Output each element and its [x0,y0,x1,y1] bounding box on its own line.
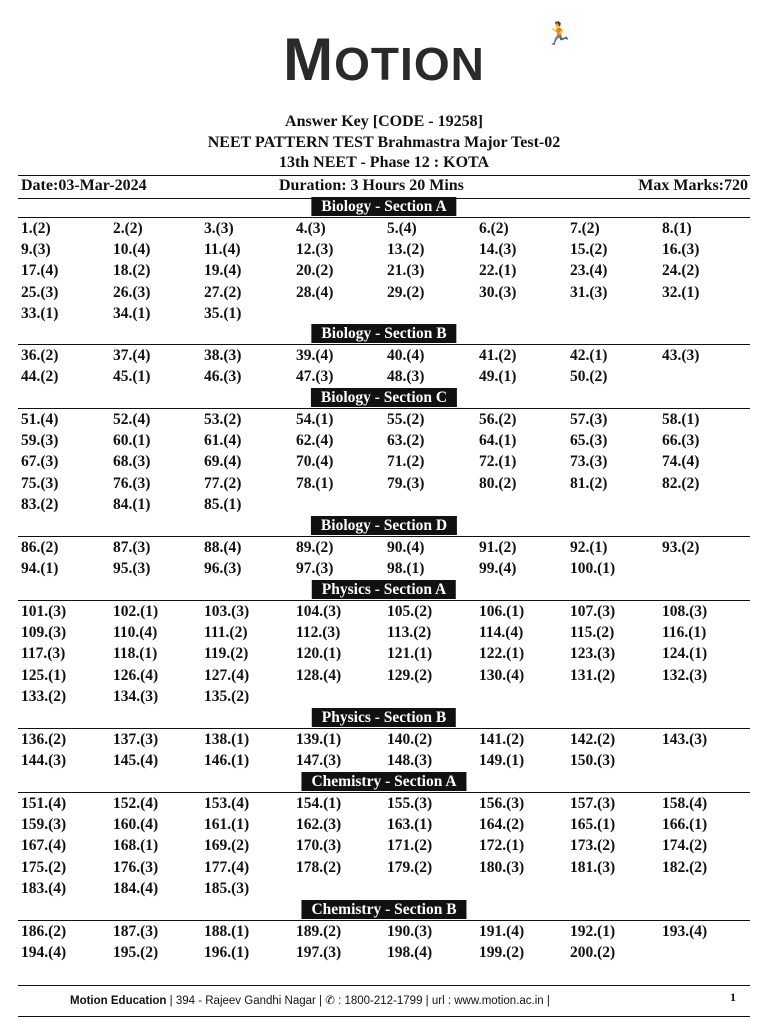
answer-item: 93.(2) [662,539,700,556]
answer-item: 143.(3) [662,731,708,748]
answer-item: 66.(3) [662,432,700,450]
footer-address: | 394 - Rajeev Gandhi Nagar | [166,995,326,1007]
answer-item: 139.(1) [296,731,342,748]
footer-brand: Motion Education [70,995,167,1007]
section-title: Biology - Section B [311,324,456,343]
answer-item: 53.(2) [204,411,242,428]
answer-item: 69.(4) [204,453,242,471]
section-title: Biology - Section D [311,516,457,535]
answer-item: 82.(2) [662,474,700,492]
answer-item: 191.(4) [479,923,525,940]
answer-item: 173.(2) [570,837,616,855]
answer-item: 149.(1) [479,752,525,770]
answer-item: 46.(3) [204,368,242,386]
answer-item: 166.(1) [662,816,708,834]
answer-item: 32.(1) [662,283,700,301]
phase-title: 13th NEET - Phase 12 : KOTA [278,154,490,171]
answer-item: 131.(2) [570,666,616,684]
answer-item: 105.(2) [387,603,433,620]
answer-item: 106.(1) [479,603,525,620]
max-marks: Max Marks:720 [638,177,748,194]
answer-item: 10.(4) [113,241,151,259]
answer-item: 12.(3) [296,241,334,259]
answer-item: 155.(3) [387,795,433,812]
answer-item: 200.(2) [570,944,616,962]
section-title: Physics - Section A [312,580,456,599]
answer-item: 112.(3) [296,624,341,642]
answer-item: 57.(3) [570,411,608,428]
answer-item: 44.(2) [21,368,59,386]
section-title: Chemistry - Section B [301,900,466,919]
answer-item: 24.(2) [662,262,700,280]
answer-item: 9.(3) [21,241,51,259]
answer-item: 129.(2) [387,666,433,684]
answer-item: 125.(1) [21,666,67,684]
answer-item: 116.(1) [662,624,707,642]
answer-item: 89.(2) [296,539,334,556]
answer-item: 181.(3) [570,858,616,876]
answer-item: 101.(3) [21,603,67,620]
answer-item: 136.(2) [21,731,67,748]
answer-item: 18.(2) [113,262,151,280]
answer-item: 184.(4) [113,879,159,897]
logo-first-letter: M [283,26,335,93]
answer-item: 81.(2) [570,474,608,492]
answer-item: 114.(4) [479,624,524,642]
answer-item: 194.(4) [21,944,67,962]
answer-item: 152.(4) [113,795,159,812]
answer-item: 160.(4) [113,816,159,834]
answer-item: 76.(3) [113,474,151,492]
answer-item: 34.(1) [113,304,151,322]
answer-item: 22.(1) [479,262,517,280]
answer-item: 165.(1) [570,816,616,834]
answer-item: 59.(3) [21,432,59,450]
answer-item: 185.(3) [204,879,250,897]
answer-item: 7.(2) [570,220,600,237]
answer-item: 167.(4) [21,837,67,855]
answer-item: 151.(4) [21,795,67,812]
answer-item: 83.(2) [21,495,59,513]
answer-item: 121.(1) [387,645,433,663]
answer-item: 108.(3) [662,603,708,620]
answer-item: 174.(2) [662,837,708,855]
answer-item: 48.(3) [387,368,425,386]
section-header-row [18,197,750,218]
answer-item: 47.(3) [296,368,334,386]
page-number: 1 [730,990,736,1004]
answer-item: 51.(4) [21,411,59,428]
answer-item: 33.(1) [21,304,59,322]
answer-item: 31.(3) [570,283,608,301]
answer-item: 172.(1) [479,837,525,855]
answer-item: 141.(2) [479,731,525,748]
answer-item: 134.(3) [113,687,159,705]
answer-item: 75.(3) [21,474,59,492]
section-header-row [18,900,750,921]
answer-item: 14.(3) [479,241,517,259]
answer-item: 127.(4) [204,666,250,684]
answer-item: 146.(1) [204,752,250,770]
answer-item: 67.(3) [21,453,59,471]
answer-item: 80.(2) [479,474,517,492]
answer-item: 56.(2) [479,411,517,428]
answer-item: 182.(2) [662,858,708,876]
answer-item: 148.(3) [387,752,433,770]
answer-item: 3.(3) [204,220,234,237]
answer-item: 77.(2) [204,474,242,492]
answer-item: 70.(4) [296,453,334,471]
answer-item: 58.(1) [662,411,700,428]
answer-item: 102.(1) [113,603,159,620]
answer-key-title: Answer Key [CODE - 19258] [285,113,483,130]
answer-item: 85.(1) [204,495,242,513]
answer-item: 63.(2) [387,432,425,450]
answer-item: 39.(4) [296,347,334,364]
section-header-row [18,772,750,793]
answer-item: 35.(1) [204,304,242,322]
answer-item: 94.(1) [21,560,59,578]
answer-item: 120.(1) [296,645,342,663]
answer-item: 189.(2) [296,923,342,940]
answer-item: 188.(1) [204,923,250,940]
answer-item: 55.(2) [387,411,425,428]
answer-item: 133.(2) [21,687,67,705]
answer-item: 199.(2) [479,944,525,962]
answer-item: 5.(4) [387,220,417,237]
section-header-row [18,388,750,409]
answer-item: 197.(3) [296,944,342,962]
answer-item: 97.(3) [296,560,334,578]
answer-item: 42.(1) [570,347,608,364]
answer-item: 43.(3) [662,347,700,364]
answer-item: 135.(2) [204,687,250,705]
answer-item: 25.(3) [21,283,59,301]
answer-item: 74.(4) [662,453,700,471]
section-header-row [18,324,750,345]
answer-item: 20.(2) [296,262,334,280]
answer-item: 171.(2) [387,837,433,855]
answer-item: 183.(4) [21,879,67,897]
answer-item: 29.(2) [387,283,425,301]
answer-item: 109.(3) [21,624,67,642]
answer-item: 98.(1) [387,560,425,578]
answer-item: 198.(4) [387,944,433,962]
answer-item: 38.(3) [204,347,242,364]
answer-item: 36.(2) [21,347,59,364]
answer-item: 118.(1) [113,645,158,663]
answer-item: 159.(3) [21,816,67,834]
motion-logo [283,22,574,93]
logo-rest: OTION [334,38,485,90]
answer-item: 150.(3) [570,752,616,770]
answer-item: 52.(4) [113,411,151,428]
answer-item: 73.(3) [570,453,608,471]
answer-item: 115.(2) [570,624,615,642]
answer-item: 26.(3) [113,283,151,301]
answer-item: 23.(4) [570,262,608,280]
answer-item: 61.(4) [204,432,242,450]
answer-item: 113.(2) [387,624,432,642]
answer-item: 140.(2) [387,731,433,748]
footer [18,985,750,1017]
answer-item: 40.(4) [387,347,425,364]
answer-item: 72.(1) [479,453,517,471]
answer-item: 110.(4) [113,624,158,642]
answer-item: 107.(3) [570,603,616,620]
answer-item: 103.(3) [204,603,250,620]
exam-duration: Duration: 3 Hours 20 Mins [279,177,464,194]
answer-item: 65.(3) [570,432,608,450]
answer-item: 4.(3) [296,220,326,237]
answer-item: 100.(1) [570,560,616,578]
phone-icon: ✆ [325,995,335,1007]
answer-item: 168.(1) [113,837,159,855]
answer-item: 158.(4) [662,795,708,812]
answer-item: 6.(2) [479,220,509,237]
answer-item: 16.(3) [662,241,700,259]
answer-item: 178.(2) [296,858,342,876]
footer-text [70,993,550,1007]
answer-item: 193.(4) [662,923,708,940]
section-header-row [18,580,750,601]
answer-item: 88.(4) [204,539,242,556]
answer-item: 176.(3) [113,858,159,876]
answer-item: 11.(4) [204,241,241,259]
answer-item: 162.(3) [296,816,342,834]
answer-item: 60.(1) [113,432,151,450]
answer-item: 137.(3) [113,731,159,748]
answer-item: 128.(4) [296,666,342,684]
logo [0,22,768,93]
answer-item: 99.(4) [479,560,517,578]
answer-item: 111.(2) [204,624,248,642]
answer-item: 180.(3) [479,858,525,876]
answer-item: 45.(1) [113,368,151,386]
answer-item: 91.(2) [479,539,517,556]
answer-item: 130.(4) [479,666,525,684]
answer-item: 54.(1) [296,411,334,428]
test-title: NEET PATTERN TEST Brahmastra Major Test-02 [207,133,561,151]
answer-item: 71.(2) [387,453,425,471]
section-title: Chemistry - Section A [301,772,466,791]
answer-item: 96.(3) [204,560,242,578]
answer-item: 62.(4) [296,432,334,450]
answer-item: 138.(1) [204,731,250,748]
answer-item: 186.(2) [21,923,67,940]
section-header-row [18,516,750,537]
section-header-row [18,708,750,729]
answer-item: 21.(3) [387,262,425,280]
exam-meta-row [18,175,750,199]
answer-item: 13.(2) [387,241,425,259]
section-title: Biology - Section C [311,388,457,407]
answer-item: 145.(4) [113,752,159,770]
answer-item: 117.(3) [21,645,66,663]
answer-item: 177.(4) [204,858,250,876]
answer-item: 92.(1) [570,539,608,556]
answer-item: 163.(1) [387,816,433,834]
answer-item: 195.(2) [113,944,159,962]
answer-item: 15.(2) [570,241,608,259]
answer-item: 192.(1) [570,923,616,940]
answer-item: 27.(2) [204,283,242,301]
answer-item: 144.(3) [21,752,67,770]
answer-item: 19.(4) [204,262,242,280]
answer-item: 64.(1) [479,432,517,450]
answer-item: 124.(1) [662,645,708,663]
answer-item: 132.(3) [662,666,708,684]
answer-item: 79.(3) [387,474,425,492]
answer-item: 147.(3) [296,752,342,770]
answer-item: 153.(4) [204,795,250,812]
answer-item: 196.(1) [204,944,250,962]
runner-icon: 🏃 [545,22,574,47]
answer-item: 87.(3) [113,539,151,556]
answer-item: 161.(1) [204,816,250,834]
answer-item: 50.(2) [570,368,608,386]
answer-item: 156.(3) [479,795,525,812]
answer-item: 154.(1) [296,795,342,812]
answer-item: 37.(4) [113,347,151,364]
answer-item: 78.(1) [296,474,334,492]
section-title: Biology - Section A [311,197,456,216]
answer-item: 142.(2) [570,731,616,748]
answer-item: 1.(2) [21,220,51,237]
answer-item: 95.(3) [113,560,151,578]
section-title: Physics - Section B [312,708,456,727]
answer-item: 49.(1) [479,368,517,386]
answer-item: 8.(1) [662,220,692,237]
answer-item: 17.(4) [21,262,59,280]
document-titles [0,112,768,174]
answer-item: 187.(3) [113,923,159,940]
answer-item: 28.(4) [296,283,334,301]
answer-item: 104.(3) [296,603,342,620]
answer-item: 190.(3) [387,923,433,940]
answer-item: 90.(4) [387,539,425,556]
answer-item: 179.(2) [387,858,433,876]
answer-item: 2.(2) [113,220,143,237]
answer-item: 84.(1) [113,495,151,513]
footer-contact: : 1800-212-1799 | url : www.motion.ac.in | [334,995,550,1007]
answer-item: 68.(3) [113,453,151,471]
answer-item: 126.(4) [113,666,159,684]
answer-item: 122.(1) [479,645,525,663]
answer-item: 41.(2) [479,347,517,364]
answer-item: 170.(3) [296,837,342,855]
answer-item: 175.(2) [21,858,67,876]
answer-item: 86.(2) [21,539,59,556]
exam-date: Date:03-Mar-2024 [21,177,147,194]
answer-item: 164.(2) [479,816,525,834]
answer-item: 123.(3) [570,645,616,663]
answer-item: 157.(3) [570,795,616,812]
answer-item: 30.(3) [479,283,517,301]
answer-item: 119.(2) [204,645,249,663]
answer-item: 169.(2) [204,837,250,855]
